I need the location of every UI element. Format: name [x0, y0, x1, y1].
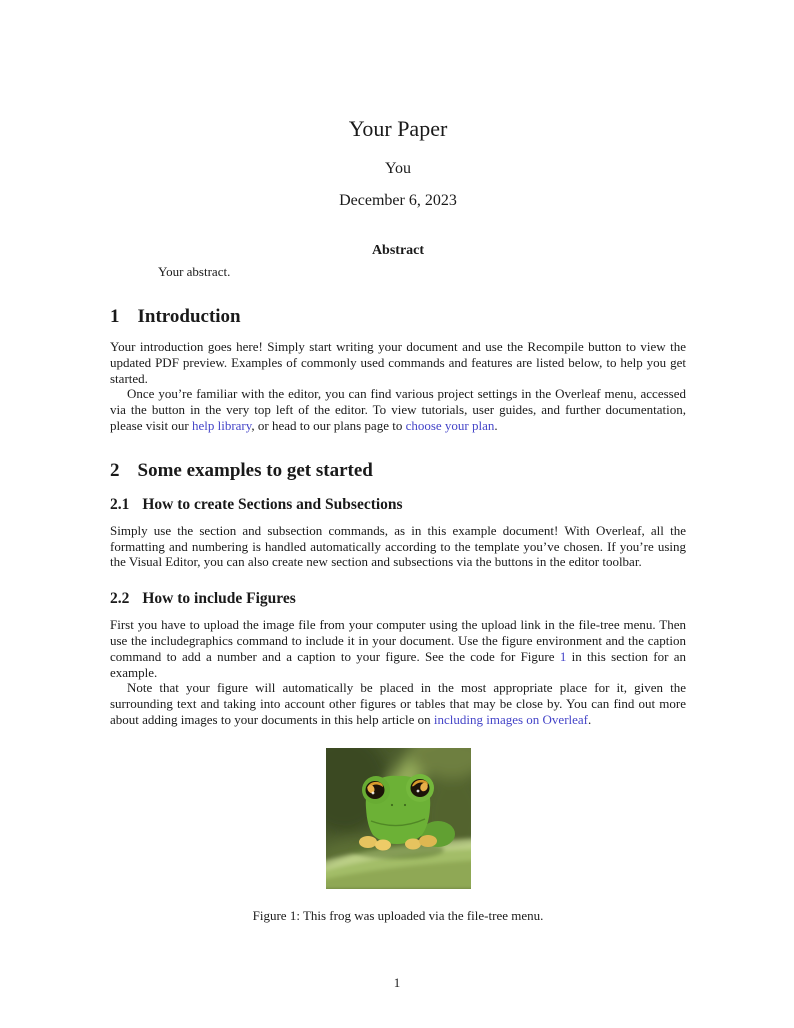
frog-image	[326, 748, 471, 889]
figure-1-caption: Figure 1: This frog was uploaded via the file-tree menu.	[252, 907, 544, 923]
paper-author: You	[385, 160, 411, 177]
document-content	[110, 0, 686, 924]
subsection-2-2-number: 2.2	[110, 590, 130, 608]
section-2-heading	[110, 459, 686, 482]
figures-paragraph-2-text: Note that your figure will automatically be placed in the most appropriate place for it, given the surrounding text and taking into account other figures or tables that may be close by. You can find out more about adding images to your documents in this help article on	[110, 680, 686, 727]
section-2-number: 2	[110, 459, 120, 481]
figure-1-reference-link[interactable]: 1	[559, 648, 567, 664]
figures-paragraph-1-text-end: in this section for an example.	[110, 648, 686, 680]
subsection-2-2-heading	[110, 589, 686, 608]
subsection-2-2-title: How to include Figures	[142, 590, 296, 608]
subsection-2-1-heading	[110, 495, 686, 514]
figures-paragraph-1-text: First you have to upload the image file from your computer using the upload link in the file-tree menu. Then use the includegraphics command to include it in your document. Use the figure environment and the caption command to add a number and a caption to your figure. See the code for Figure	[110, 617, 686, 664]
choose-your-plan-link[interactable]: choose your plan	[405, 417, 495, 433]
intro-paragraph-1: Your introduction goes here! Simply start writing your document and use the Recompile button to view the updated PDF preview. Examples of commonly used commands and features are listed below, to help you get started.	[110, 339, 686, 386]
section-2-title: Some examples to get started	[137, 459, 373, 481]
page-number: 1	[393, 975, 401, 990]
figures-paragraph-2-text-end: .	[588, 711, 592, 727]
abstract-body: Your abstract.	[158, 264, 231, 279]
figures-paragraph-2	[110, 680, 686, 727]
help-library-link[interactable]: help library	[191, 417, 252, 433]
intro-paragraph-2-text: Once you’re familiar with the editor, you can find various project settings in the Overleaf menu, accessed via the button in the very top left of the editor. To view tutorials, user guides, and further documentation, please visit our	[110, 386, 686, 433]
section-1-heading	[110, 305, 686, 328]
abstract-heading: Abstract	[371, 243, 425, 258]
paper-title: Your Paper	[348, 116, 448, 141]
paper-date: December 6, 2023	[339, 192, 457, 209]
sections-paragraph: Simply use the section and subsection commands, as in this example document! With Overleaf, all the formatting and numbering is handled automatically according to the template you’ve chosen. If you’re using the Visual Editor, you can also create new section and subsections via the buttons in the editor toolbar.	[110, 522, 686, 570]
section-1-number: 1	[110, 306, 120, 327]
figure-1	[110, 748, 686, 924]
including-images-link[interactable]: including images on Overleaf	[433, 711, 589, 727]
intro-paragraph-2	[110, 386, 686, 433]
subsection-2-1-title: How to create Sections and Subsections	[142, 495, 403, 513]
subsection-2-1-number: 2.1	[110, 495, 130, 513]
figures-paragraph-1	[110, 617, 686, 680]
intro-paragraph-2-text-end: .	[494, 417, 498, 433]
section-1-title: Introduction	[137, 306, 241, 327]
intro-paragraph-2-text-mid: , or head to our plans page to	[251, 417, 406, 433]
